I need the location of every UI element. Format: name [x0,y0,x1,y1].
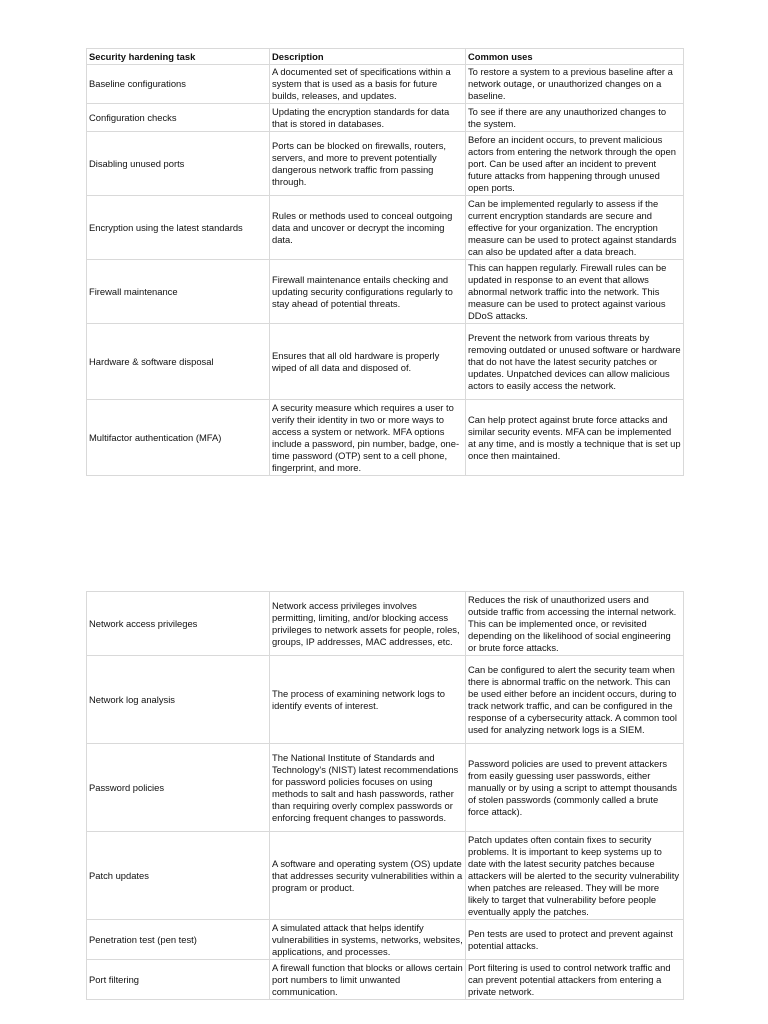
uses-cell: Port filtering is used to control network traffic and can prevent potential attackers from entering a private network. [466,960,684,1000]
uses-cell: Can help protect against brute force attacks and similar security events. MFA can be implemented at any time, and is mostly a technique that is set up once then maintained. [466,400,684,476]
uses-cell: To restore a system to a previous baseline after a network outage, or unauthorized changes on a baseline. [466,65,684,104]
uses-cell: To see if there are any unauthorized changes to the system. [466,104,684,132]
task-cell: Configuration checks [87,104,270,132]
description-cell: A security measure which requires a user to verify their identity in two or more ways to access a system or network. MFA options include a password, pin number, badge, one-time password (OTP) sent to a cell phone, fingerprint, and more. [270,400,466,476]
description-cell: The process of examining network logs to identify events of interest. [270,656,466,744]
description-cell: Ensures that all old hardware is properly wiped of all data and disposed of. [270,324,466,400]
task-cell: Network access privileges [87,592,270,656]
task-cell: Hardware & software disposal [87,324,270,400]
header-description: Description [270,49,466,65]
table-row [87,832,684,920]
description-cell: Network access privileges involves permitting, limiting, and/or blocking access privileges to network assets for people, roles, groups, IP addresses, MAC addresses, etc. [270,592,466,656]
task-cell: Encryption using the latest standards [87,196,270,260]
description-cell: A documented set of specifications within a system that is used as a basis for future builds, releases, and updates. [270,65,466,104]
table-row [87,196,684,260]
security-hardening-table-part-1 [86,48,684,476]
task-cell: Password policies [87,744,270,832]
uses-cell: Prevent the network from various threats by removing outdated or unused software or hardware that do not have the latest security patches or updates. Unpatched devices can allow malicious actors to easily access the network. [466,324,684,400]
description-cell: A software and operating system (OS) update that addresses security vulnerabilities within a program or product. [270,832,466,920]
task-cell: Patch updates [87,832,270,920]
table-row [87,656,684,744]
table-row [87,260,684,324]
description-cell: The National Institute of Standards and Technology's (NIST) latest recommendations for password policies focuses on using methods to salt and hash passwords, rather than requiring overly complex passwords or enforcing frequent changes to passwords. [270,744,466,832]
uses-cell: Pen tests are used to protect and prevent against potential attacks. [466,920,684,960]
table-header-row [87,49,684,65]
task-cell: Firewall maintenance [87,260,270,324]
table-row [87,104,684,132]
table-row [87,920,684,960]
uses-cell: Password policies are used to prevent attackers from easily guessing user passwords, either manually or by using a script to attempt thousands of stolen passwords (commonly called a brute force attack). [466,744,684,832]
uses-cell: Before an incident occurs, to prevent malicious actors from entering the network through the open port. Can be used after an incident to prevent future attacks from happening through unused open ports. [466,132,684,196]
uses-cell: This can happen regularly. Firewall rules can be updated in response to an event that allows abnormal network traffic into the network. This measure can be used to protect against various DDoS attacks. [466,260,684,324]
table-row [87,744,684,832]
header-task: Security hardening task [87,49,270,65]
security-hardening-table-part-2 [86,591,684,1000]
description-cell: Firewall maintenance entails checking and updating security configurations regularly to stay ahead of potential threats. [270,260,466,324]
table-row [87,65,684,104]
uses-cell: Reduces the risk of unauthorized users and outside traffic from accessing the internal network. This can be implemented once, or revisited depending on the likelihood of social engineering or brute force attacks. [466,592,684,656]
description-cell: A simulated attack that helps identify vulnerabilities in systems, networks, websites, applications, and processes. [270,920,466,960]
task-cell: Multifactor authentication (MFA) [87,400,270,476]
task-cell: Penetration test (pen test) [87,920,270,960]
task-cell: Disabling unused ports [87,132,270,196]
table-row [87,324,684,400]
header-common-uses: Common uses [466,49,684,65]
description-cell: A firewall function that blocks or allows certain port numbers to limit unwanted communication. [270,960,466,1000]
table-row [87,132,684,196]
table-row [87,960,684,1000]
task-cell: Port filtering [87,960,270,1000]
table-row [87,592,684,656]
description-cell: Ports can be blocked on firewalls, routers, servers, and more to prevent potentially dangerous network traffic from passing through. [270,132,466,196]
description-cell: Updating the encryption standards for data that is stored in databases. [270,104,466,132]
uses-cell: Can be implemented regularly to assess if the current encryption standards are secure and effective for your organization. The encryption measure can be used to protect against standards can also be updated after a data breach. [466,196,684,260]
description-cell: Rules or methods used to conceal outgoing data and uncover or decrypt the incoming data. [270,196,466,260]
table-row [87,400,684,476]
uses-cell: Can be configured to alert the security team when there is abnormal traffic on the network. This can be used either before an incident occurs, during to track network traffic, and can be configured in the response of a cybersecurity attack. A common tool used for analyzing network logs is a SIEM. [466,656,684,744]
uses-cell: Patch updates often contain fixes to security problems. It is important to keep systems up to date with the latest security patches because attackers will be alerted to the security vulnerability when patches are released. They will be more likely to target that vulnerability before people eventually apply the patches. [466,832,684,920]
task-cell: Baseline configurations [87,65,270,104]
task-cell: Network log analysis [87,656,270,744]
